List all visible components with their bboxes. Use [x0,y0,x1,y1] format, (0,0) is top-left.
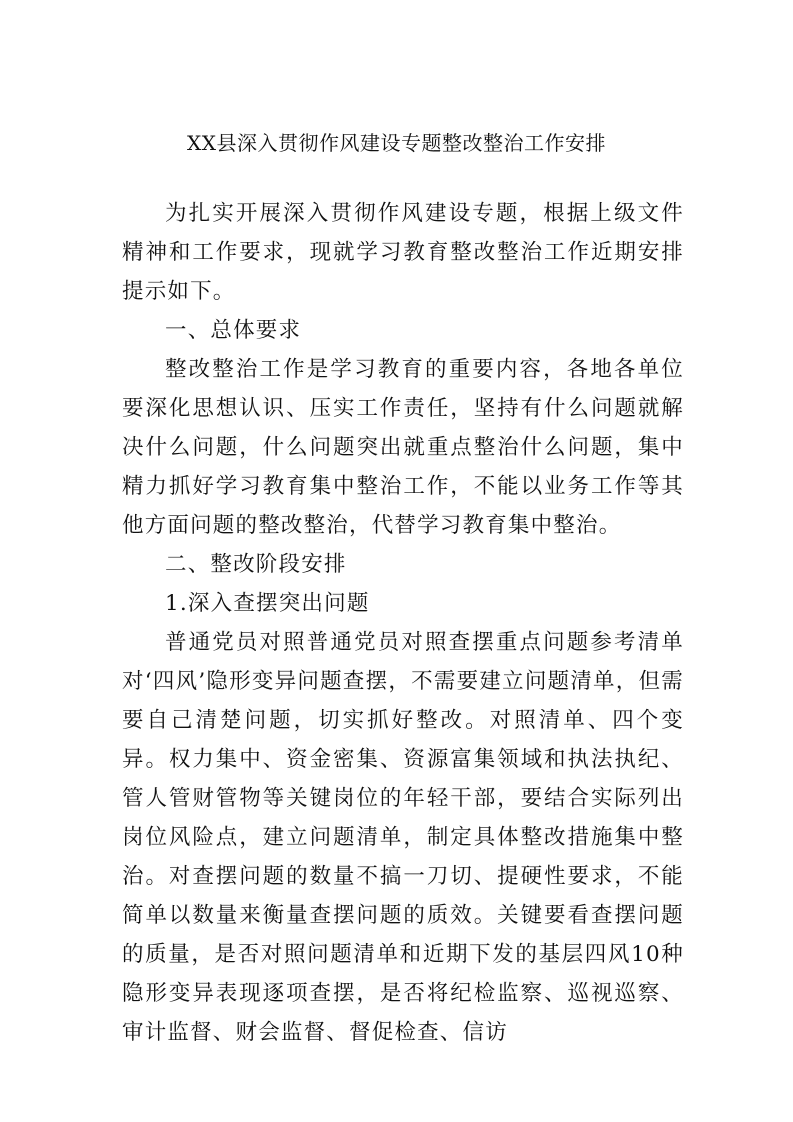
general-requirements-paragraph: 整改整治工作是学习教育的重要内容，各地各单位要深化思想认识、压实工作责任，坚持有什么问题就解决什么问题，什么问题突出就重点整治什么问题，集中精力抓好学习教育集中整治工作，不能以业务工作等其他方面问题的整改整治，代替学习教育集中整治。 [122,357,684,538]
section-heading-general-requirements: 一、总体要求 [165,318,302,343]
document-body [122,194,684,1052]
intro-paragraph: 为扎实开展深入贯彻作风建设专题，根据上级文件精神和工作要求，现就学习教育整改整治工作近期安排提示如下。 [122,201,684,304]
section-heading-rectification-stages: 二、整改阶段安排 [165,552,347,577]
document-title: XX县深入贯彻作风建设专题整改整治工作安排 [187,131,606,155]
problem-finding-paragraph: 普通党员对照普通党员对照查摆重点问题参考清单对‘四风’隐形变异问题查摆，不需要建立问题清单，但需要自己清楚问题，切实抓好整改。对照清单、四个变异。权力集中、资金密集、资源富集领域和执法执纪、管人管财管物等关键岗位的年轻干部，要结合实际列出岗位风险点，建立问题清单，制定具体整改措施集中整治。对查摆问题的数量不搞一刀切、提硬性要求，不能简单以数量来衡量查摆问题的质效。关键要看查摆问题的质量，是否对照问题清单和近期下发的基层四风10种隐形变异表现逐项查摆，是否将纪检监察、巡视巡察、审计监督、财会监督、督促检查、信访 [122,630,684,1045]
subsection-heading-problem-finding: 1.深入查摆突出问题 [165,591,370,616]
